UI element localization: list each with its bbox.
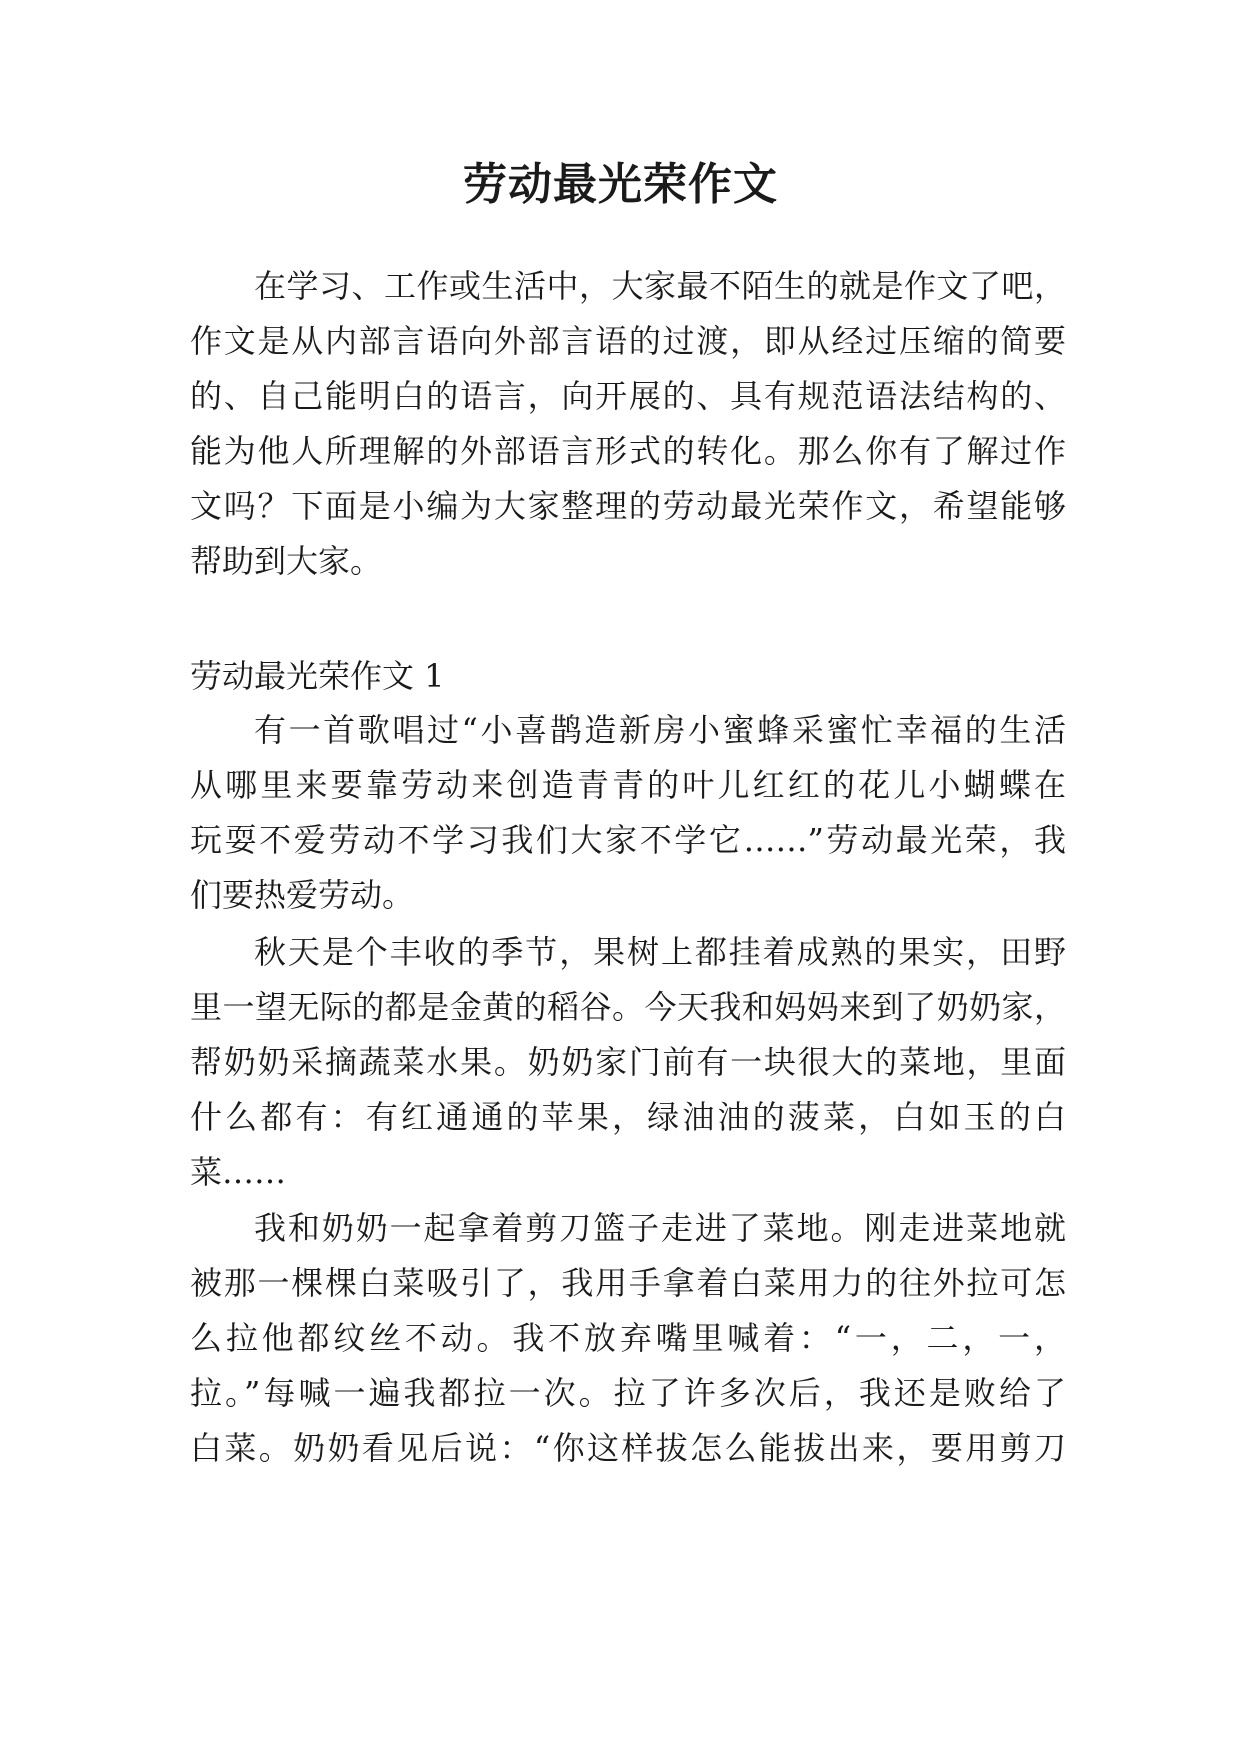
- para1-line-4: 们要热爱劳动。: [190, 876, 415, 914]
- para2-line-3: 帮奶奶采摘蔬菜水果。奶奶家门前有一块很大的菜地，里面: [190, 1043, 1066, 1081]
- para2-line-4: 什么都有：有红通通的苹果，绿油油的菠菜，白如玉的白: [190, 1098, 1066, 1136]
- intro-line-2: 作文是从内部言语向外部言语的过渡，即从经过压缩的简要: [190, 322, 1066, 360]
- para2-line-1: 秋天是个丰收的季节，果树上都挂着成熟的果实，田野: [254, 933, 1066, 971]
- para2-line-2: 里一望无际的都是金黄的稻谷。今天我和妈妈来到了奶奶家，: [190, 988, 1066, 1026]
- para1-line-2: 从哪里来要靠劳动来创造青青的叶儿红红的花儿小蝴蝶在: [190, 766, 1066, 804]
- intro-line-1: 在学习、工作或生活中，大家最不陌生的就是作文了吧，: [254, 267, 1066, 305]
- document-title: 劳动最光荣作文: [463, 159, 778, 210]
- intro-line-3: 的、自己能明白的语言，向开展的、具有规范语法结构的、: [190, 377, 1066, 415]
- para3-line-3: 么拉他都纹丝不动。我不放弃嘴里喊着：“一，二，一，: [190, 1319, 1066, 1357]
- para3-line-2: 被那一棵棵白菜吸引了，我用手拿着白菜用力的往外拉可怎: [190, 1264, 1066, 1302]
- para1-line-1: 有一首歌唱过“小喜鹊造新房小蜜蜂采蜜忙幸福的生活: [254, 711, 1066, 749]
- section-heading: 劳动最光荣作文 1: [190, 657, 445, 695]
- intro-line-5: 文吗？下面是小编为大家整理的劳动最光荣作文，希望能够: [190, 487, 1066, 525]
- intro-line-4: 能为他人所理解的外部语言形式的转化。那么你有了解过作: [190, 432, 1066, 470]
- para3-line-4: 拉。”每喊一遍我都拉一次。拉了许多次后，我还是败给了: [190, 1374, 1066, 1412]
- intro-line-6: 帮助到大家。: [190, 542, 383, 580]
- para3-line-5: 白菜。奶奶看见后说：“你这样拔怎么能拔出来，要用剪刀: [190, 1429, 1066, 1467]
- para3-line-1: 我和奶奶一起拿着剪刀篮子走进了菜地。刚走进菜地就: [254, 1209, 1066, 1247]
- para2-line-5: 菜……: [190, 1153, 287, 1191]
- para1-line-3: 玩耍不爱劳动不学习我们大家不学它……”劳动最光荣，我: [190, 821, 1066, 859]
